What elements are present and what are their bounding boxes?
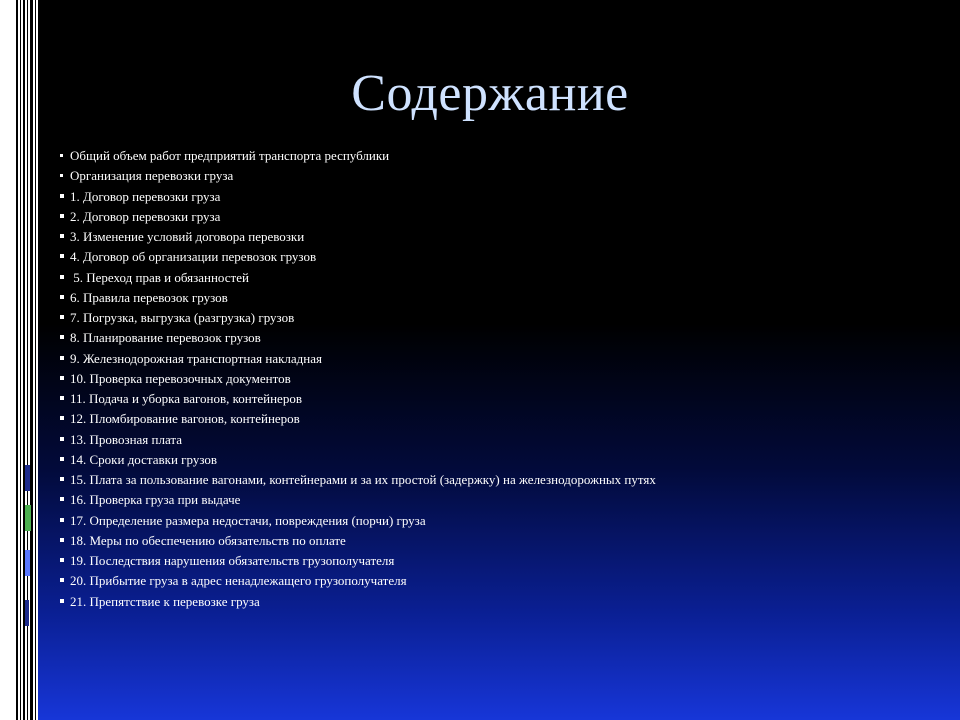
list-item: 15. Плата за пользование вагонами, контейнерами и за их простой (задержку) на железнодорожных путях <box>60 470 940 490</box>
list-item: 5. Переход прав и обязанностей <box>60 268 940 288</box>
list-item: 18. Меры по обеспечению обязательств по оплате <box>60 531 940 551</box>
list-item: 19. Последствия нарушения обязательств грузополучателя <box>60 551 940 571</box>
list-item: 7. Погрузка, выгрузка (разгрузка) грузов <box>60 308 940 328</box>
list-item: 2. Договор перевозки груза <box>60 207 940 227</box>
list-item: 17. Определение размера недостачи, повреждения (порчи) груза <box>60 511 940 531</box>
bullet-icon <box>60 416 64 420</box>
list-item: 13. Провозная плата <box>60 430 940 450</box>
bullet-icon <box>60 497 64 501</box>
list-item: 1. Договор перевозки груза <box>60 187 940 207</box>
bullet-icon <box>60 538 64 542</box>
bullet-icon <box>60 335 64 339</box>
list-item: 11. Подача и уборка вагонов, контейнеров <box>60 389 940 409</box>
bullet-icon <box>60 194 64 198</box>
list-item: 8. Планирование перевозок грузов <box>60 328 940 348</box>
bullet-icon <box>60 234 64 238</box>
bullet-icon <box>60 174 63 177</box>
list-item: 12. Пломбирование вагонов, контейнеров <box>60 409 940 429</box>
list-item: 14. Сроки доставки грузов <box>60 450 940 470</box>
bullet-icon <box>60 154 63 157</box>
list-item: Организация перевозки груза <box>60 166 940 186</box>
bullet-icon <box>60 275 64 279</box>
bullet-icon <box>60 518 64 522</box>
list-item: 9. Железнодорожная транспортная накладная <box>60 349 940 369</box>
bullet-icon <box>60 396 64 400</box>
bullet-icon <box>60 599 64 603</box>
list-item: 21. Препятствие к перевозке груза <box>60 592 940 612</box>
bullet-icon <box>60 295 64 299</box>
slide-left-border <box>0 0 38 720</box>
slide-title: Содержание <box>351 65 629 122</box>
bullet-icon <box>60 376 64 380</box>
list-item: Общий объем работ предприятий транспорта республики <box>60 146 940 166</box>
bullet-icon <box>60 214 64 218</box>
bullet-icon <box>60 558 64 562</box>
decorative-accent-lines <box>25 440 37 700</box>
list-item: 10. Проверка перевозочных документов <box>60 369 940 389</box>
list-item: 4. Договор об организации перевозок грузов <box>60 247 940 267</box>
bullet-icon <box>60 315 64 319</box>
list-item: 3. Изменение условий договора перевозки <box>60 227 940 247</box>
bullet-icon <box>60 356 64 360</box>
bullet-icon <box>60 457 64 461</box>
list-item: 20. Прибытие груза в адрес ненадлежащего грузополучателя <box>60 571 940 591</box>
list-item: 6. Правила перевозок грузов <box>60 288 940 308</box>
bullet-icon <box>60 578 64 582</box>
list-item: 16. Проверка груза при выдаче <box>60 490 940 510</box>
contents-list <box>60 146 940 612</box>
bullet-icon <box>60 437 64 441</box>
bullet-icon <box>60 254 64 258</box>
bullet-icon <box>60 477 64 481</box>
